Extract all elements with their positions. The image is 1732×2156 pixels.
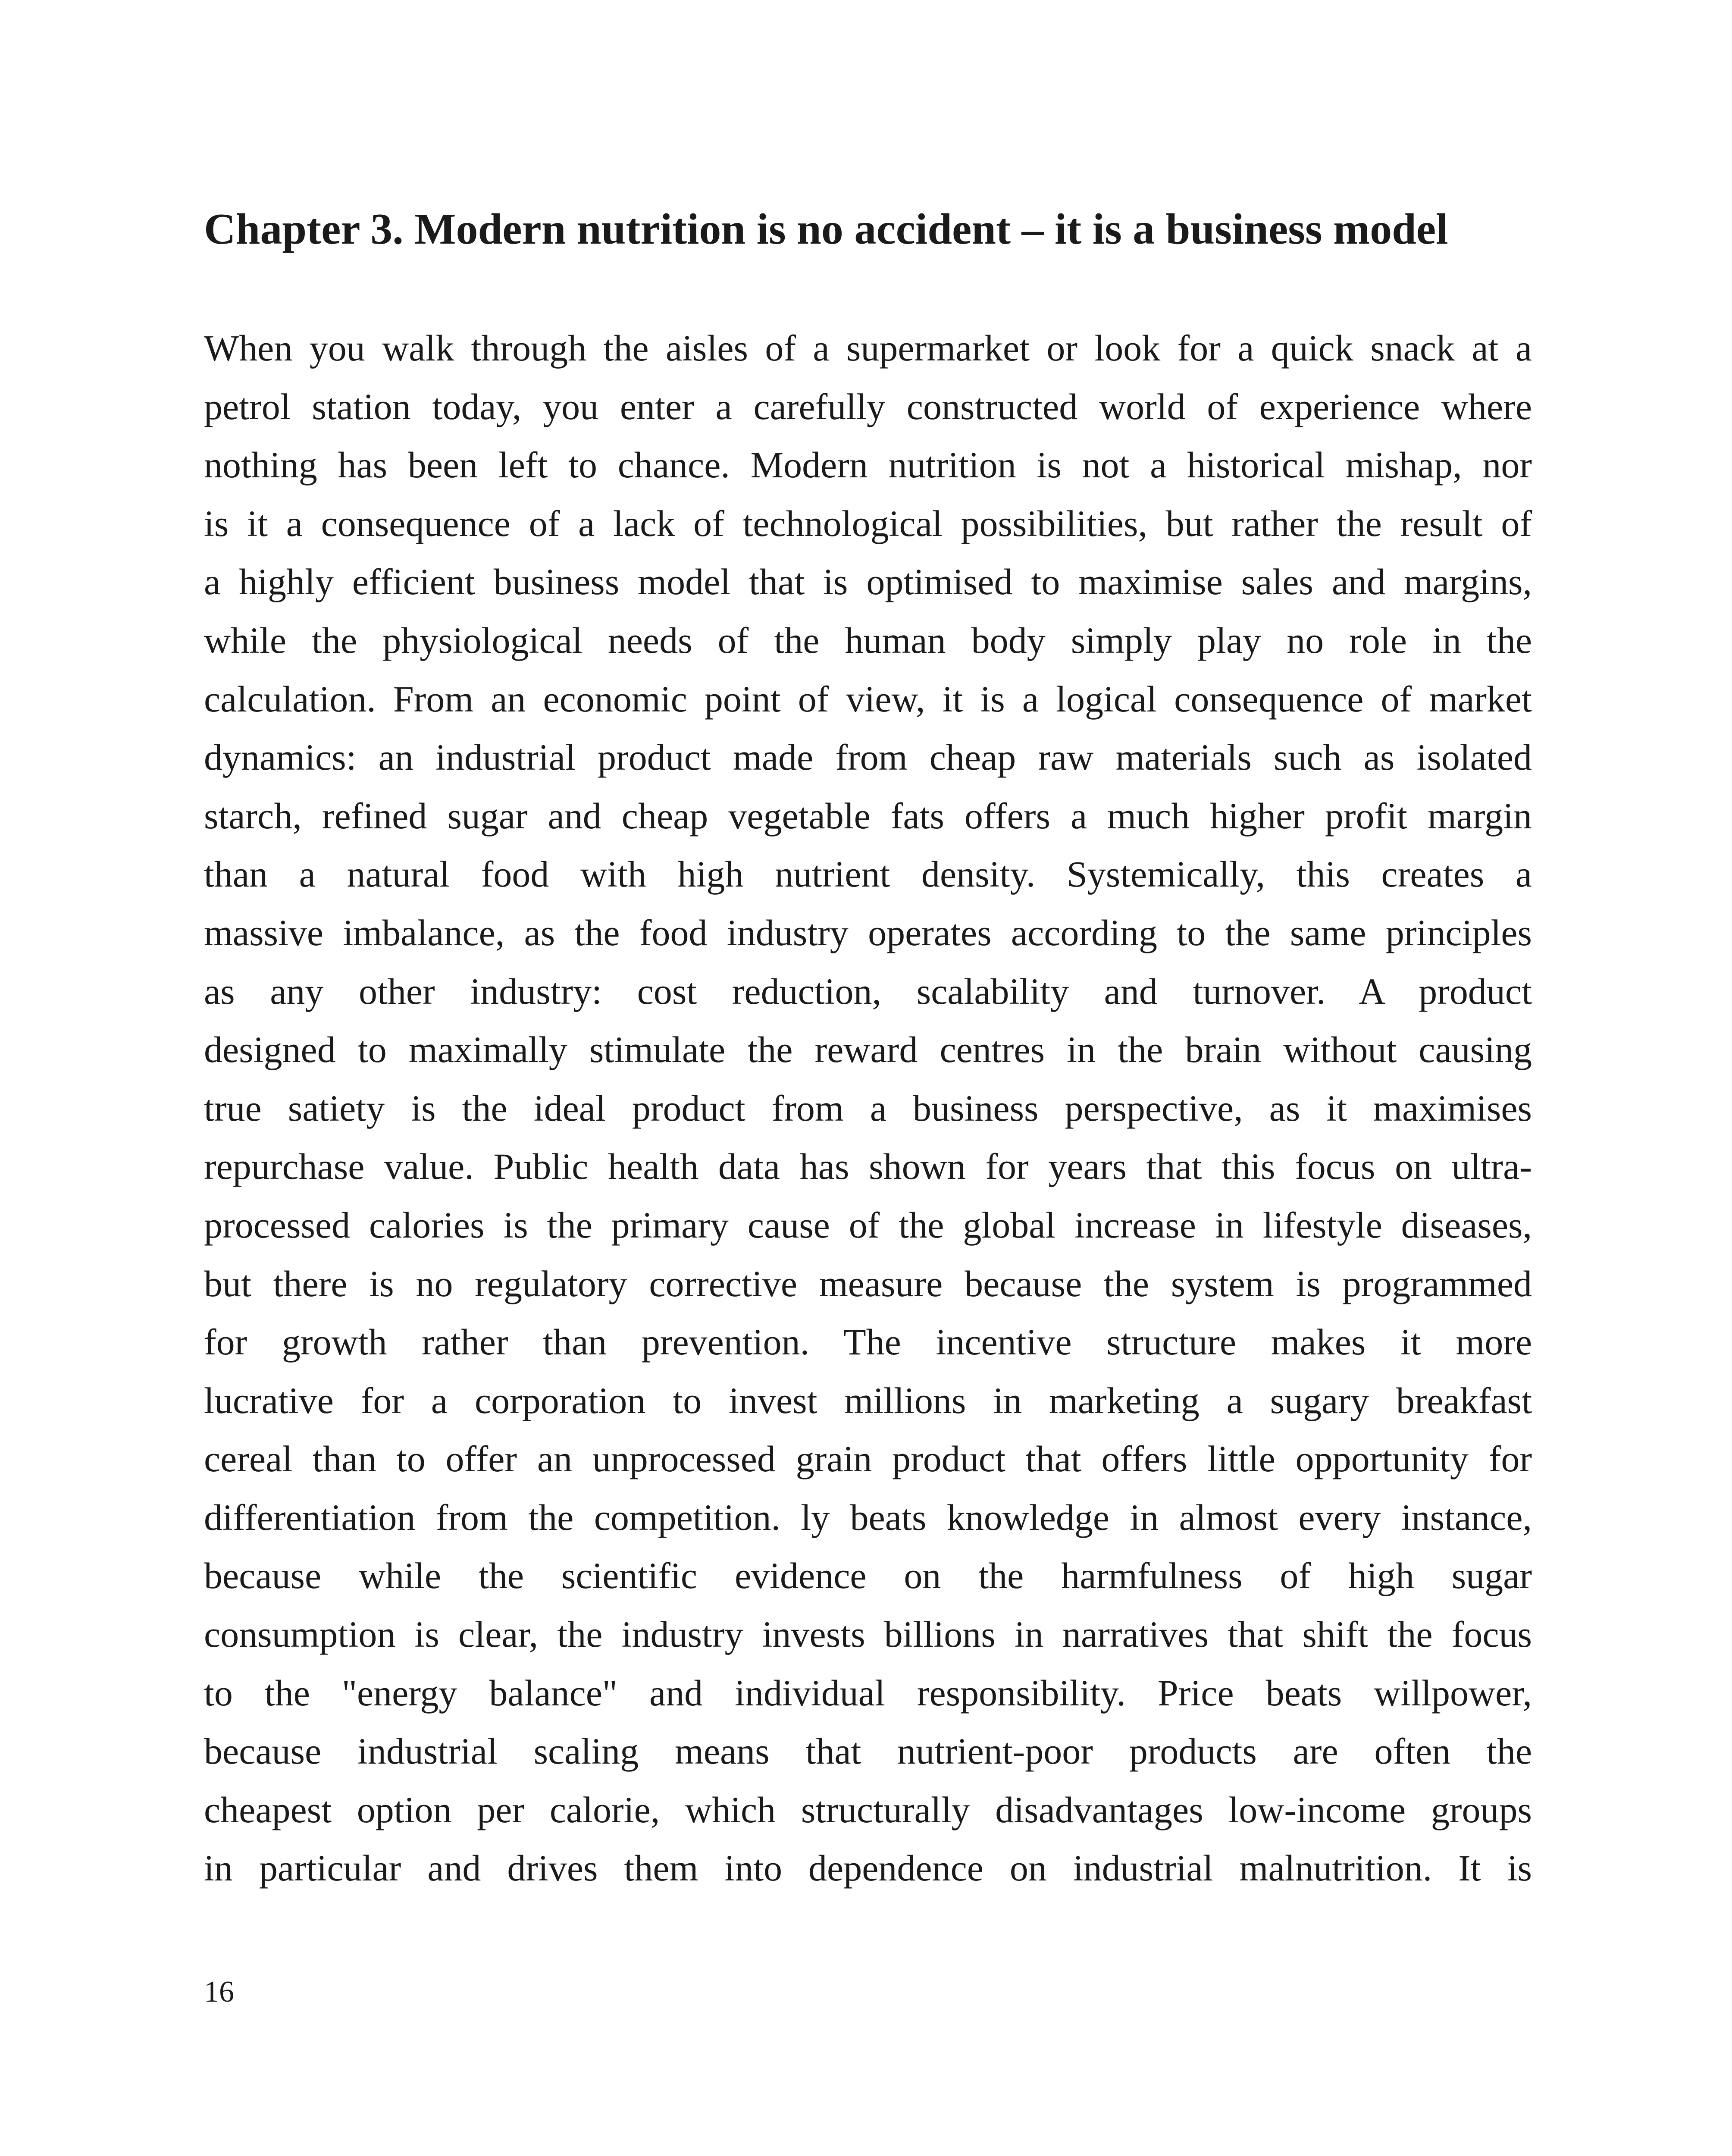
- body-text-line-8: dynamics: an industrial product made from cheap raw materials such as isolated: [204, 736, 1532, 778]
- chapter-title: Chapter 3. Modern nutrition is no accident – it is a business model: [204, 205, 1448, 254]
- body-text-line-2: petrol station today, you enter a carefully constructed world of experience where: [204, 385, 1532, 427]
- body-text-line-10: than a natural food with high nutrient density. Systemically, this creates a: [204, 853, 1532, 895]
- body-text-line-6: while the physiological needs of the human body simply play no role in the: [204, 619, 1532, 661]
- body-text-line-9: starch, refined sugar and cheap vegetable fats offers a much higher profit margin: [204, 795, 1532, 837]
- body-text-line-22: because while the scientific evidence on the harmfulness of high sugar: [204, 1555, 1532, 1597]
- body-text-line-5: a highly efficient business model that is optimised to maximise sales and margins,: [204, 561, 1532, 603]
- body-text-line-25: because industrial scaling means that nutrient-poor products are often the: [204, 1730, 1532, 1772]
- body-text-line-17: but there is no regulatory corrective measure because the system is programmed: [204, 1263, 1532, 1304]
- body-text-line-19: lucrative for a corporation to invest millions in marketing a sugary breakfast: [204, 1379, 1532, 1421]
- body-text-line-4: is it a consequence of a lack of technological possibilities, but rather the result of: [204, 502, 1532, 544]
- body-text-line-11: massive imbalance, as the food industry operates according to the same principles: [204, 912, 1532, 953]
- body-text-line-20: cereal than to offer an unprocessed grain product that offers little opportunity for: [204, 1438, 1532, 1480]
- body-text-line-26: cheapest option per calorie, which structurally disadvantages low-income groups: [204, 1789, 1532, 1830]
- body-text-line-21: differentiation from the competition. ly beats knowledge in almost every instance,: [204, 1496, 1532, 1538]
- body-paragraph: [204, 319, 1532, 1898]
- body-text-line-23: consumption is clear, the industry invests billions in narratives that shift the focus: [204, 1614, 1532, 1655]
- body-text-line-24: to the "energy balance" and individual responsibility. Price beats willpower,: [204, 1672, 1532, 1714]
- page-number: 16: [204, 1975, 234, 2009]
- body-text-line-13: designed to maximally stimulate the reward centres in the brain without causing: [204, 1029, 1532, 1071]
- body-text-line-12: as any other industry: cost reduction, scalability and turnover. A product: [204, 970, 1532, 1012]
- body-text-line-16: processed calories is the primary cause of the global increase in lifestyle diseases,: [204, 1204, 1532, 1246]
- body-text-line-1: When you walk through the aisles of a supermarket or look for a quick snack at a: [204, 327, 1532, 369]
- body-text-line-15: repurchase value. Public health data has shown for years that this focus on ultra-: [204, 1146, 1532, 1188]
- body-text-line-18: for growth rather than prevention. The incentive structure makes it more: [204, 1321, 1532, 1363]
- body-text-line-27: in particular and drives them into dependence on industrial malnutrition. It is: [204, 1847, 1532, 1889]
- body-text-line-14: true satiety is the ideal product from a business perspective, as it maximises: [204, 1087, 1532, 1129]
- body-text-line-7: calculation. From an economic point of view, it is a logical consequence of market: [204, 678, 1532, 720]
- body-text-line-3: nothing has been left to chance. Modern nutrition is not a historical mishap, nor: [204, 444, 1532, 486]
